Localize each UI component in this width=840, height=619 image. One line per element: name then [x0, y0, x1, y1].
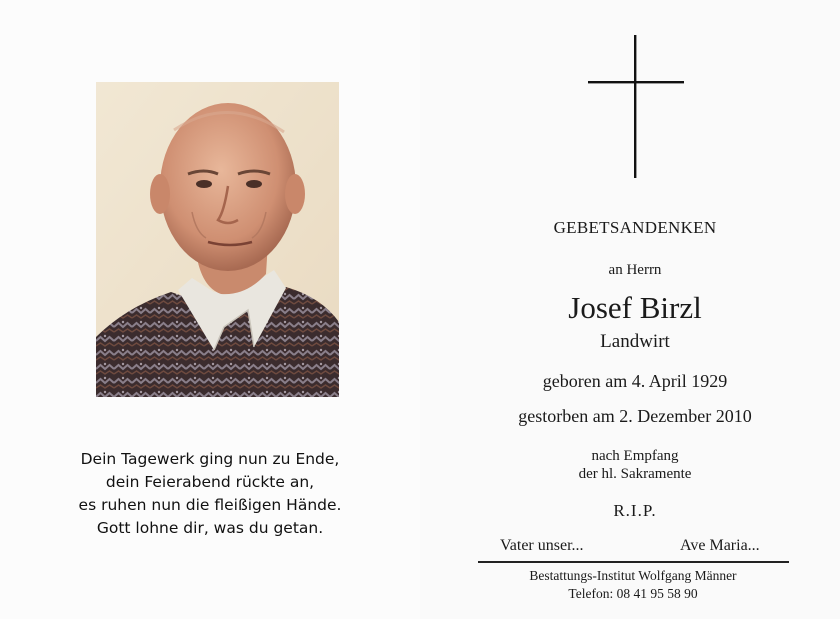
sacraments-line-1: nach Empfang: [591, 448, 679, 464]
divider-line: [478, 561, 789, 563]
portrait-image: [96, 82, 339, 397]
poem: [60, 448, 360, 540]
prayer-ave-maria: Ave Maria...: [680, 537, 760, 554]
poem-line: Dein Tagewerk ging nun zu Ende,: [80, 450, 340, 468]
portrait-photo: [96, 82, 339, 397]
card-heading: GEBETSANDENKEN: [553, 218, 717, 237]
poem-line: dein Feierabend rückte an,: [105, 473, 315, 491]
birth-date: geboren am 4. April 1929: [542, 371, 728, 391]
poem-line: es ruhen nun die fleißigen Hände.: [78, 496, 342, 514]
prayer-vater-unser: Vater unser...: [500, 537, 584, 554]
deceased-name: Josef Birzl: [568, 290, 702, 325]
occupation: Landwirt: [600, 331, 670, 352]
poem-line: Gott lohne dir, was du getan.: [96, 519, 324, 537]
rip-text: R.I.P.: [613, 501, 657, 520]
undertaker-phone: Telefon: 08 41 95 58 90: [568, 586, 698, 601]
sacraments-line-2: der hl. Sakramente: [578, 466, 692, 482]
death-date: gestorben am 2. Dezember 2010: [518, 406, 752, 426]
undertaker-name: Bestattungs-Institut Wolfgang Männer: [529, 568, 737, 583]
salutation: an Herrn: [608, 262, 662, 278]
latin-cross-icon: [588, 35, 684, 178]
